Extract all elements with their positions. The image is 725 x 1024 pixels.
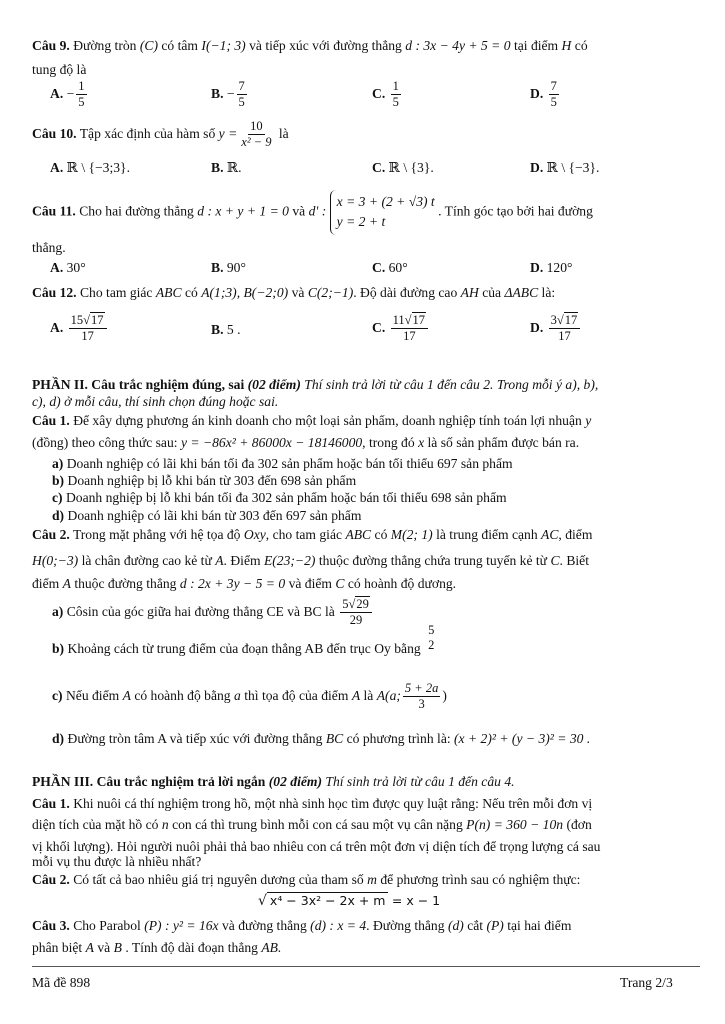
q11-system: x = 3 + (2 + √3) t y = 2 + t bbox=[330, 190, 435, 235]
p2-c2-item-c: c) Nếu điểm A có hoành độ bằng a thì tọa độ của điểm A là A(a; $\frac{5 + 2a}{3}$ ) bbox=[52, 681, 447, 712]
q9-line1: Câu 9. Đường tròn (C) có tâm I(−1; 3) và tiếp xúc với đường thẳng d : 3x − 4y + 5 = 0 tại điểm H có bbox=[32, 38, 588, 53]
p2-c1-line2: (đồng) theo công thức sau: y = −86x² + 86000x − 18146000, trong đó x là số sản phẩm được bán ra. bbox=[32, 435, 580, 450]
part2-instr-line2: c), d) ở mỗi câu, thí sinh chọn đúng hoặc sai. bbox=[32, 394, 279, 409]
p2-c2-item-b: b) Khoảng cách từ trung điểm của đoạn thẳng AB đến trục Oy bằng 5 2 bbox=[52, 622, 435, 656]
part3-header: PHẦN III. Câu trắc nghiệm trả lời ngắn (02 điểm) Thí sinh trả lời từ câu 1 đến câu 4. bbox=[32, 774, 515, 789]
exam-code: Mã đề 898 bbox=[32, 975, 91, 990]
q11-option-b: B. 90° bbox=[211, 260, 246, 275]
p3-c1-line2: diện tích của mặt hồ có n con cá thì trung bình mỗi con cá sau một vụ cân nặng P(n) = 360 − 10n (đơn bbox=[32, 817, 592, 832]
q10-option-b: B. ℝ. bbox=[211, 160, 242, 175]
p3-c2-line1: Câu 2. Có tất cả bao nhiêu giá trị nguyên dương của tham số m để phương trình sau có nghiệm thực: bbox=[32, 872, 581, 887]
q11-option-d: D. 120° bbox=[530, 260, 573, 275]
q12-option-c: C. $\frac{11√17}{17}$ bbox=[372, 314, 430, 343]
q11-line1: Câu 11. Cho hai đường thẳng d : x + y + 1 = 0 và d' : x = 3 + (2 + √3) t y = 2 + t . Tính góc tạo bởi hai đường bbox=[32, 190, 593, 235]
q9-line2: tung độ là bbox=[32, 62, 87, 77]
q10-option-d: D. ℝ \ {−3}. bbox=[530, 160, 600, 175]
q11-option-a: A. 30° bbox=[50, 260, 86, 275]
p3-c3-line1: Câu 3. Cho Parabol (P) : y² = 16x và đường thẳng (d) : x = 4. Đường thẳng (d) cắt (P) tại hai điểm bbox=[32, 918, 572, 933]
q9-option-b: B. − $\frac{7}{5}$ bbox=[211, 79, 245, 110]
q12-option-a: A. $\frac{15√17}{17}$ bbox=[50, 314, 109, 343]
q9-option-a: A. − $\frac{1}{5}$ bbox=[50, 79, 85, 110]
p2-c2-item-a: a) Côsin của góc giữa hai đường thẳng CE và BC là $\frac{5√29}{29}$ bbox=[52, 598, 374, 627]
p2-c2-line2: H(0;−3) là chân đường cao kẻ từ A. Điểm E(23;−2) thuộc đường thẳng chứa trung tuyến kẻ từ C. Biết bbox=[32, 553, 589, 568]
q10-line1: Câu 10. Tập xác định của hàm số y = $\frac{10}{\text{x² − 9}}$ là bbox=[32, 119, 289, 150]
q11-option-c: C. 60° bbox=[372, 260, 408, 275]
q9-option-c: C. $\frac{1}{5}$ bbox=[372, 79, 399, 110]
page-number: Trang 2/3 bbox=[620, 975, 673, 990]
footer-divider bbox=[32, 966, 700, 967]
p2-c1-line1: Câu 1. Để xây dựng phương án kinh doanh cho một loại sản phẩm, doanh nghiệp tính toán lợi nhuận y bbox=[32, 413, 592, 428]
p2-c1-item-a: a) Doanh nghiệp có lãi khi bán tối đa 302 sản phẩm hoặc bán tối thiểu 697 sản phẩm bbox=[52, 456, 513, 471]
p3-c3-line2: phân biệt A và B . Tính độ dài đoạn thẳng AB. bbox=[32, 940, 282, 955]
q10-option-c: C. ℝ \ {3}. bbox=[372, 160, 434, 175]
q12-option-b: B. 5 . bbox=[211, 322, 241, 337]
part2-header: PHẦN II. Câu trắc nghiệm đúng, sai (02 điểm) Thí sinh trả lời từ câu 1 đến câu 2. Trong mỗi ý a), b), bbox=[32, 377, 599, 392]
p3-c2-equation: √ x⁴ − 3x² − 2x + m = x − 1 bbox=[258, 893, 441, 909]
p2-c1-item-b: b) Doanh nghiệp bị lỗ khi bán từ 303 đến 698 sản phẩm bbox=[52, 473, 357, 488]
p3-c1-line1: Câu 1. Khi nuôi cá thí nghiệm trong hồ, một nhà sinh học tìm được quy luật rằng: Nếu trên mỗi đơn vị bbox=[32, 796, 593, 811]
q9-option-d: D. $\frac{7}{5}$ bbox=[530, 79, 557, 110]
p3-c1-line3: vị khối lượng). Hỏi người nuôi phải thả bao nhiêu con cá trên một đơn vị diện tích để trọng lượng cá sau bbox=[32, 839, 601, 854]
p2-c1-item-d: d) Doanh nghiệp có lãi khi bán từ 303 đến 697 sản phẩm bbox=[52, 508, 362, 523]
q11-line2: thẳng. bbox=[32, 240, 66, 255]
p3-c1-line4: mỗi vụ thu được là nhiều nhất? bbox=[32, 854, 202, 869]
p2-c2-line1: Câu 2. Trong mặt phẳng với hệ tọa độ Oxy, cho tam giác ABC có M(2; 1) là trung điểm cạnh AC, điểm bbox=[32, 527, 593, 542]
p2-c2-item-d: d) Đường tròn tâm A và tiếp xúc với đường thẳng BC có phương trình là: (x + 2)² + (y − 3)² = 30 . bbox=[52, 731, 591, 746]
q12-option-d: D. $\frac{3√17}{17}$ bbox=[530, 314, 582, 343]
p2-c1-item-c: c) Doanh nghiệp bị lỗ khi bán tối đa 302 sản phẩm hoặc bán tối thiểu 698 sản phẩm bbox=[52, 490, 507, 505]
p2-c2-line3: điểm A thuộc đường thẳng d : 2x + 3y − 5 = 0 và điểm C có hoành độ dương. bbox=[32, 576, 457, 591]
q12-line1: Câu 12. Cho tam giác ABC có A(1;3), B(−2;0) và C(2;−1). Độ dài đường cao AH của ΔABC là: bbox=[32, 285, 556, 300]
q10-option-a: A. ℝ \ {−3;3}. bbox=[50, 160, 130, 175]
